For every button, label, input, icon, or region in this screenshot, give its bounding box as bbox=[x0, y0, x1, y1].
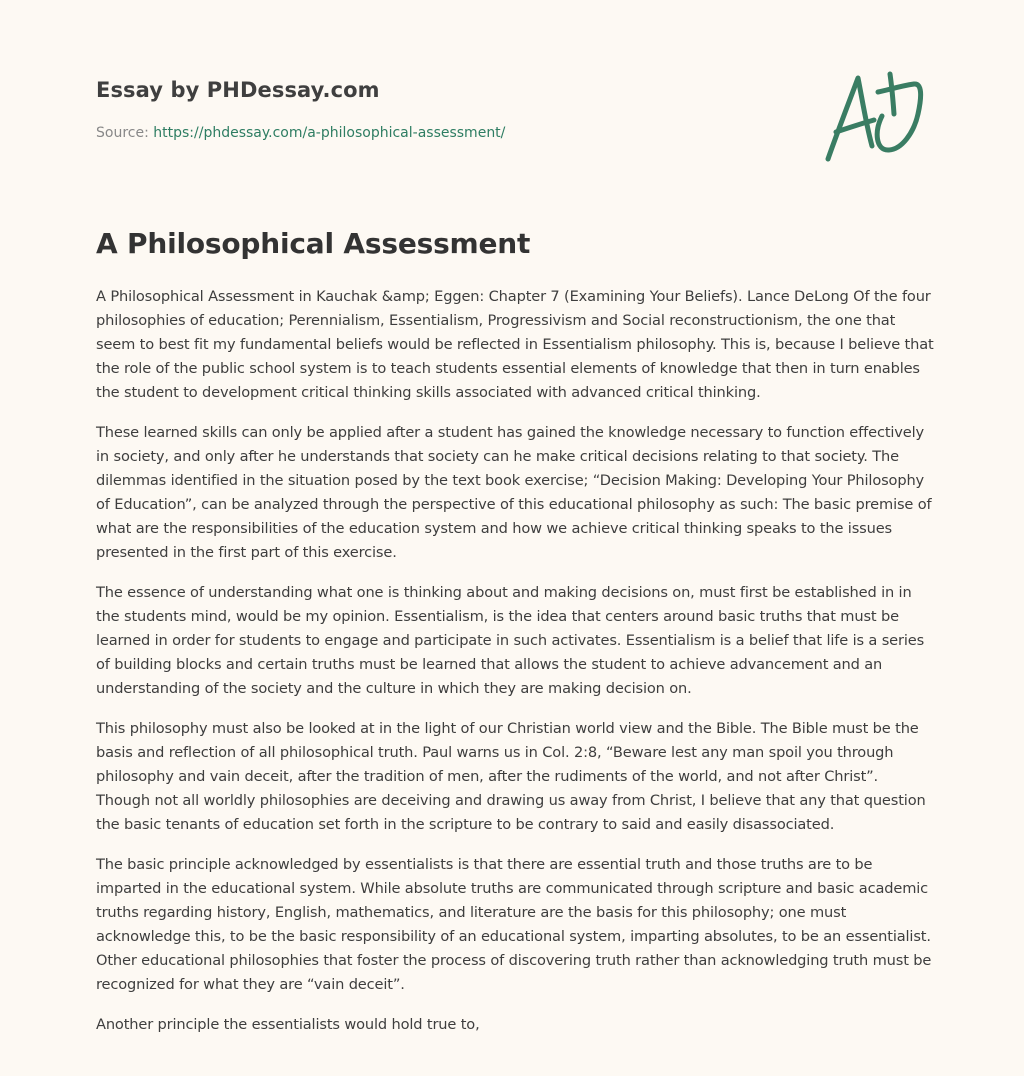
essay-header bbox=[96, 76, 796, 143]
article-body bbox=[96, 285, 936, 1053]
paragraph: The essence of understanding what one is thinking about and making decisions on, must first be established in in the students mind, would be my opinion. Essentialism, is the idea that centers around basic truths that must be learned in order for students to engage and participate in such activates. Essentialism is a belief that life is a series of building blocks and certain truths must be learned that allows the student to achieve advancement and an understanding of the society and the culture in which they are making decision on. bbox=[96, 584, 925, 697]
paragraph: The basic principle acknowledged by essentialists is that there are essential truth and those truths are to be imparted in the educational system. While absolute truths are communicated through scripture and basic academic truths regarding history, English, mathematics, and literature are the basis for this philosophy; one must acknowledge this, to be the basic responsibility of an educational system, imparting absolutes, to be an essentialist. Other educational philosophies that foster the process of discovering truth rather than acknowledging truth must be recognized for what they are “vain deceit”. bbox=[96, 856, 932, 993]
source-link[interactable]: https://phdessay.com/a-philosophical-assessment/ bbox=[153, 125, 506, 141]
source-line bbox=[96, 123, 796, 143]
paragraph: These learned skills can only be applied after a student has gained the knowledge necessary to function effectively in society, and only after he understands that society can he make critical decisions relating to that society. The dilemmas identified in the situation posed by the text book exercise; “Decision Making: Developing Your Philosophy of Education”, can be analyzed through the perspective of this educational philosophy as such: The basic premise of what are the responsibilities of the education system and how we achieve critical thinking speaks to the issues presented in the first part of this exercise. bbox=[96, 424, 932, 561]
page-title: A Philosophical Assessment bbox=[96, 227, 531, 260]
a-plus-grade-icon bbox=[822, 66, 932, 166]
source-label: Source: bbox=[96, 125, 154, 141]
site-title: Essay by PHDessay.com bbox=[96, 78, 380, 102]
paragraph: A Philosophical Assessment in Kauchak &amp; Eggen: Chapter 7 (Examining Your Beliefs). Lance DeLong Of the four philosophies of education; Perennialism, Essentialism, Progressivism and Social reconstructionism, the one that seem to best fit my fundamental beliefs would be reflected in Essentialism philosophy. This is, because I believe that the role of the public school system is to teach students essential elements of knowledge that then in turn enables the student to development critical thinking skills associated with advanced critical thinking. bbox=[96, 288, 934, 401]
paragraph: Another principle the essentialists would hold true to, bbox=[96, 1016, 480, 1033]
paragraph: This philosophy must also be looked at in the light of our Christian world view and the Bible. The Bible must be the basis and reflection of all philosophical truth. Paul warns us in Col. 2:8, “Beware lest any man spoil you through philosophy and vain deceit, after the tradition of men, after the rudiments of the world, and not after Christ”. Though not all worldly philosophies are deceiving and drawing us away from Christ, I believe that any that question the basic tenants of education set forth in the scripture to be contrary to said and easily disassociated. bbox=[96, 720, 926, 833]
